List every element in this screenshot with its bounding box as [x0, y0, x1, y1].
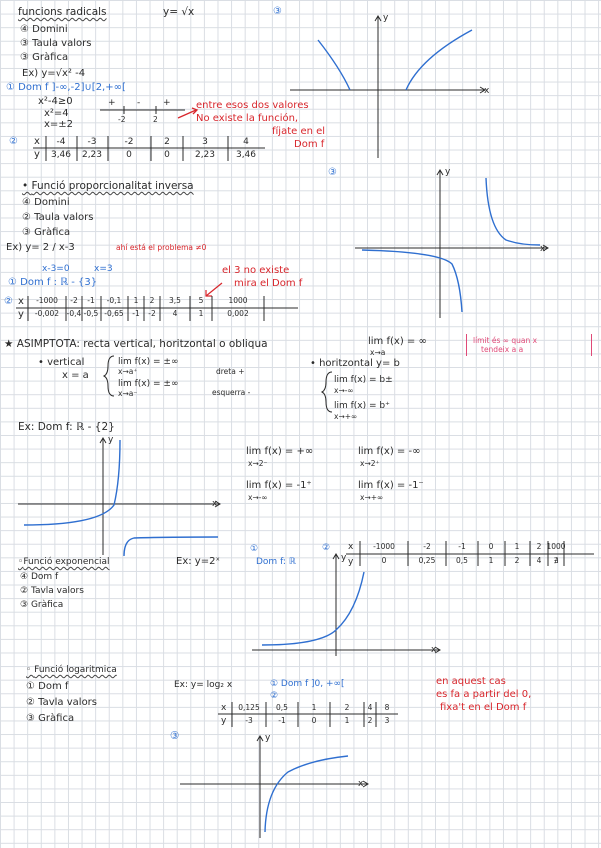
- exponential-table-y-cell: 4: [536, 556, 542, 565]
- logarithmic-step-1: ① Dom f: [26, 681, 69, 692]
- exponential-table-y-cell: 1: [488, 556, 494, 565]
- exponential-table-x-cell: 1: [514, 542, 520, 551]
- inverse-table-y-cell: 4: [172, 309, 178, 318]
- exponential-table-y-cell: ∄: [553, 556, 559, 565]
- logarithmic-note-2: es fa a partir del 0,: [436, 689, 532, 700]
- radical-example: Ex) y=√x² -4: [22, 68, 86, 79]
- radical-table-y-cell: 2,23: [81, 150, 103, 160]
- inverse-table-y-cell: -0,002: [34, 309, 60, 318]
- inverse-table-y-cell: -1: [132, 309, 140, 318]
- inverse-red-note: ahí está el problema ≠0: [116, 243, 207, 252]
- radical-title: funcions radicals: [18, 6, 107, 18]
- vertical-limit-2-sub: x→a⁻: [118, 389, 138, 398]
- exponential-table-y-cell: 2: [514, 556, 520, 565]
- asymptote-limit-sub: x→a: [370, 348, 386, 357]
- inverse-work-2: x=3: [94, 264, 113, 274]
- radical-work-1: x²-4≥0: [38, 96, 73, 107]
- inverse-table-y-cell: -0,4: [66, 309, 82, 318]
- logarithmic-table-x-cell: 8: [384, 703, 390, 712]
- exponential-table-y-cell: 0: [381, 556, 387, 565]
- inverse-table-y-label: y: [18, 309, 24, 320]
- logarithmic-marker-2: ②: [270, 691, 279, 701]
- radical-table-x-cell: 2: [164, 137, 170, 147]
- logarithmic-domain: ① Dom f ]0, +∞[: [270, 679, 345, 689]
- inverse-note-1: el 3 no existe: [222, 265, 290, 276]
- exponential-table-y-label: y: [348, 557, 354, 567]
- radical-table-x-label: x: [34, 136, 40, 147]
- logarithmic-step-2: ② Tavla valors: [26, 697, 98, 708]
- radical-graph-marker: ③: [273, 6, 282, 17]
- inverse-table-x-cell: 3,5: [169, 296, 181, 305]
- logarithmic-note-3: fixa't en el Dom f: [440, 702, 527, 713]
- radical-table-y-cell: 0: [126, 150, 132, 160]
- inverse-table-y-cell: -2: [148, 309, 156, 318]
- example-limit-3-sub: x→-∞: [248, 493, 268, 502]
- inverse-step-2: ② Taula valors: [22, 212, 94, 223]
- inverse-step-1: ④ Domini: [22, 197, 70, 208]
- radical-work-2: x²=4: [44, 108, 69, 119]
- logarithmic-table-y-cell: 1: [344, 716, 350, 725]
- logarithmic-table-x-cell: 0,5: [276, 703, 288, 712]
- logarithmic-table-y-cell: -3: [245, 716, 253, 725]
- logarithmic-example: Ex: y= log₂ x: [174, 680, 233, 690]
- inverse-graph-y-axis-label: y: [445, 167, 451, 177]
- logarithmic-graph-marker: ③: [170, 730, 180, 742]
- logarithmic-graph-y-axis-label: y: [265, 733, 271, 743]
- logarithmic-curve: [265, 756, 348, 832]
- inverse-table-x-cell: 1: [133, 296, 139, 305]
- inverse-table-y-cell: 0,002: [227, 309, 249, 318]
- exponential-domain: Dom f: ℝ: [256, 557, 296, 567]
- inverse-table-x-cell: -0,1: [106, 296, 122, 305]
- inverse-table-y-cell: -0,65: [104, 309, 124, 318]
- radical-table-x-cell: -3: [87, 137, 97, 147]
- logarithmic-table-y-label: y: [221, 716, 227, 726]
- logarithmic-table-x-cell: 0,125: [238, 703, 260, 712]
- inverse-table-x-label: x: [18, 296, 24, 307]
- vertical-limit-2-note: esquerra -: [212, 388, 251, 397]
- inverse-table-x-cell: 5: [198, 296, 204, 305]
- radical-note-1: entre esos dos valores: [196, 100, 309, 111]
- radical-note-2: No existe la función,: [196, 113, 299, 124]
- radical-table-x-cell: -4: [56, 137, 66, 147]
- vertical-equation: x = a: [62, 370, 89, 381]
- exponential-step-2: ② Tavla valors: [20, 586, 84, 596]
- exponential-marker-1: ①: [250, 544, 259, 554]
- logarithmic-table-x-label: x: [221, 703, 227, 713]
- radical-table-x-cell: 3: [202, 137, 208, 147]
- sign-plus-right: +: [163, 98, 171, 108]
- radical-graph-y-axis-label: y: [383, 13, 389, 23]
- exponential-step-3: ③ Gràfica: [20, 600, 64, 610]
- logarithmic-table-y-cell: 0: [311, 716, 317, 725]
- exponential-step-1: ④ Dom f: [20, 572, 59, 582]
- radical-step-3: ③ Gràfica: [20, 52, 69, 63]
- inverse-domain: ① Dom f : ℝ - {3}: [8, 277, 98, 288]
- logarithmic-title: ◦ Funció logaritmica: [26, 665, 117, 675]
- sign-tick-right: 2: [153, 115, 158, 124]
- example-limit-1-sub: x→2⁻: [248, 459, 268, 468]
- radical-table-x-cell: -2: [124, 137, 134, 147]
- exponential-title: ◦Funció exponencial: [18, 557, 110, 567]
- example-limit-2-sub: x→2⁺: [360, 459, 380, 468]
- horizontal-limit-1: lim f(x) = b±: [334, 375, 393, 385]
- radical-graph-x-axis-label: x: [484, 86, 490, 96]
- logarithmic-table-x-cell: 2: [344, 703, 350, 712]
- sign-plus-left: +: [108, 98, 116, 108]
- radical-domain: ① Dom f ]-∞,-2]∪[2,+∞[: [6, 82, 126, 93]
- sign-tick-left: -2: [118, 115, 126, 124]
- exponential-table-x-cell: 1000: [546, 542, 566, 551]
- horizontal-limit-1-sub: x→-∞: [334, 386, 354, 395]
- asymptote-limit: lim f(x) = ∞: [368, 336, 427, 347]
- exponential-table-x-cell: 2: [536, 542, 542, 551]
- exponential-table-x-label: x: [348, 542, 354, 552]
- vertical-limit-2: lim f(x) = ±∞: [118, 379, 179, 389]
- exponential-graph-y-axis-label: y: [341, 553, 347, 563]
- radical-note-3: fíjate en el: [272, 126, 326, 137]
- radical-step-1: ④ Domini: [20, 24, 68, 35]
- logarithmic-table-x-cell: 1: [311, 703, 317, 712]
- radical-table-y-label: y: [34, 149, 40, 160]
- asymptote-graph-x-axis-label: x: [212, 499, 218, 509]
- horizontal-label: • horitzontal y= b: [310, 358, 400, 369]
- logarithmic-table-y-cell: 3: [384, 716, 390, 725]
- horizontal-limit-2-sub: x→+∞: [334, 412, 358, 421]
- inverse-graph-marker: ③: [328, 167, 337, 178]
- exponential-table-x-cell: -2: [423, 542, 431, 551]
- inverse-table-x-cell: -1: [87, 296, 95, 305]
- exponential-table-y-cell: 0,5: [456, 556, 468, 565]
- inverse-note-2: mira el Dom f: [234, 278, 303, 289]
- logarithmic-graph-x-axis-label: x: [358, 779, 364, 789]
- asymptote-title: ★ ASIMPTOTA: recta vertical, horitzontal o obliqua: [4, 338, 268, 350]
- horizontal-limit-2: lim f(x) = b⁺: [334, 401, 390, 411]
- inverse-title: • Funció proporcionalitat inversa: [22, 180, 194, 192]
- vertical-limit-1: lim f(x) = ±∞: [118, 357, 179, 367]
- inverse-example: Ex) y= 2 / x-3: [6, 242, 75, 253]
- radical-formula: y= √x: [163, 6, 195, 18]
- asymptote-bracket-note: límit és ∞ quan x tendeix a a: [466, 334, 592, 356]
- inverse-table-x-cell: 2: [149, 296, 155, 305]
- asymptote-graph-y-axis-label: y: [108, 435, 114, 445]
- vertical-limit-1-sub: x→a⁺: [118, 367, 138, 376]
- example-limit-3: lim f(x) = -1⁺: [246, 480, 312, 491]
- inverse-graph-x-axis-label: x: [540, 244, 546, 254]
- inverse-step-3: ③ Gràfica: [22, 227, 71, 238]
- exponential-table-x-cell: -1: [458, 542, 466, 551]
- exponential-table-x-cell: 0: [488, 542, 494, 551]
- inverse-table-x-cell: -1000: [36, 296, 58, 305]
- logarithmic-table-y-cell: -1: [278, 716, 286, 725]
- inverse-table-x-cell: 1000: [228, 296, 248, 305]
- inverse-table-marker: ②: [4, 296, 13, 307]
- vertical-label: • vertical: [38, 357, 85, 368]
- logarithmic-table-y-cell: 2: [367, 716, 373, 725]
- example-limit-1: lim f(x) = +∞: [246, 446, 314, 457]
- radical-step-2: ③ Taula valors: [20, 38, 92, 49]
- logarithmic-step-3: ③ Gràfica: [26, 713, 75, 724]
- exponential-example: Ex: y=2ˣ: [176, 556, 220, 567]
- asymptote-example: Ex: Dom f: ℝ - {2}: [18, 421, 115, 433]
- vertical-limit-1-note: dreta +: [216, 367, 245, 376]
- exponential-marker-2: ②: [322, 543, 331, 553]
- radical-note-4: Dom f: [294, 139, 325, 150]
- radical-work-3: x=±2: [44, 119, 74, 130]
- radical-table-marker: ②: [9, 136, 18, 147]
- exponential-table-x-cell: -1000: [373, 542, 395, 551]
- logarithmic-note-1: en aquest cas: [436, 676, 506, 687]
- inverse-table-x-cell: -2: [70, 296, 78, 305]
- sign-minus: -: [137, 98, 141, 108]
- inverse-work-1: x-3=0: [42, 264, 70, 274]
- radical-table-y-cell: 3,46: [235, 150, 257, 160]
- radical-table-x-cell: 4: [243, 137, 249, 147]
- example-limit-2: lim f(x) = -∞: [358, 446, 421, 457]
- exponential-graph-x-axis-label: x: [431, 645, 437, 655]
- radical-table-y-cell: 3,46: [50, 150, 72, 160]
- exponential-table-y-cell: 0,25: [418, 556, 436, 565]
- example-limit-4-sub: x→+∞: [360, 493, 384, 502]
- inverse-table-y-cell: -0,5: [83, 309, 99, 318]
- radical-table-y-cell: 2,23: [194, 150, 216, 160]
- logarithmic-table-x-cell: 4: [367, 703, 373, 712]
- example-limit-4: lim f(x) = -1⁻: [358, 480, 424, 491]
- radical-table-y-cell: 0: [164, 150, 170, 160]
- inverse-table-y-cell: 1: [198, 309, 204, 318]
